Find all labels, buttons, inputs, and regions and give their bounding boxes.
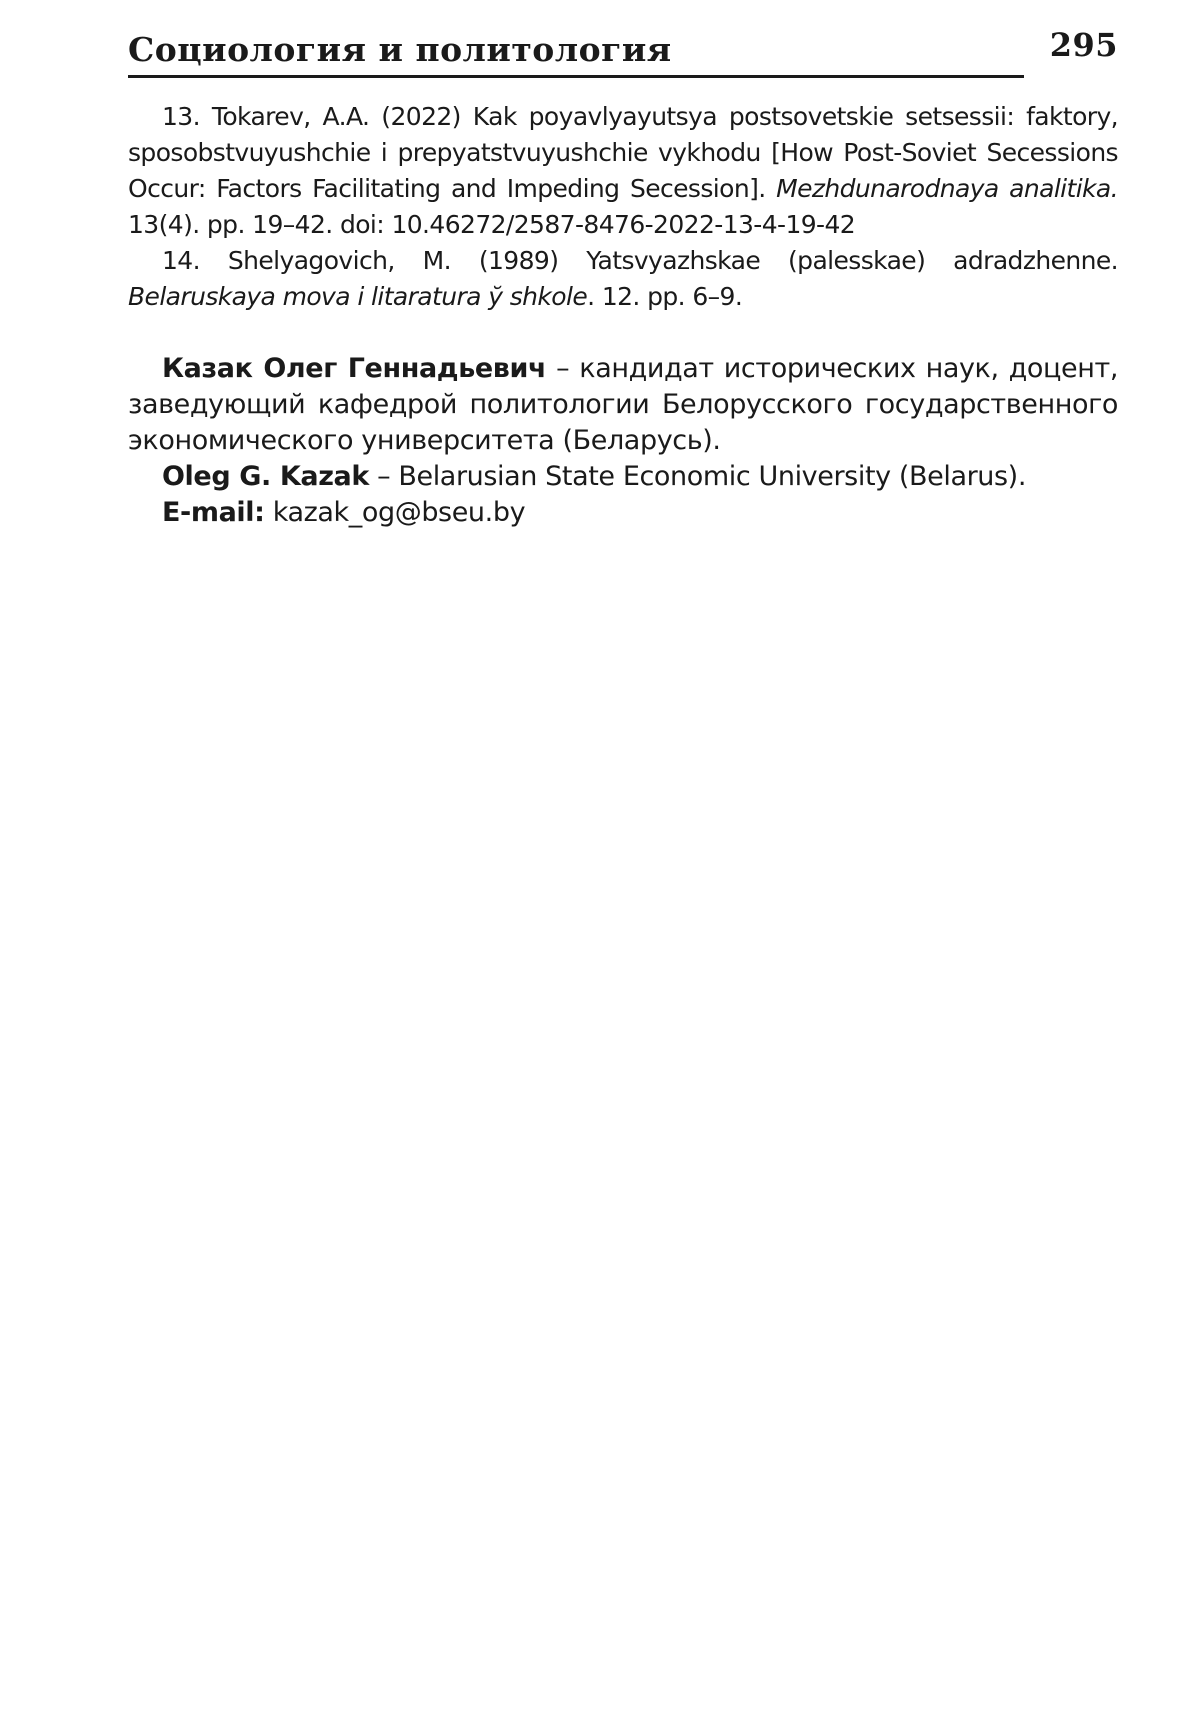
reference-details: 13(4). pp. 19–42. doi: 10.46272/2587-8476-2022-13-4-19-42 — [128, 210, 856, 239]
author-name-ru: Казак Олег Геннадьевич — [162, 353, 547, 384]
reference-13 — [128, 99, 1118, 243]
reference-journal: Mezhdunarodnaya analitika. — [776, 174, 1119, 203]
reference-text: 14. Shelyagovich, M. (1989) Yatsvyazhskae (palesskae) adradzhenne. — [162, 246, 1118, 275]
reference-details: . 12. pp. 6–9. — [587, 282, 743, 311]
author-email — [128, 495, 1118, 531]
author-en — [128, 459, 1118, 495]
reference-14 — [128, 243, 1118, 315]
header-rule — [128, 75, 1024, 78]
reference-journal: Belaruskaya mova i litaratura ў shkole — [128, 282, 588, 311]
author-info — [128, 351, 1118, 531]
section-title: Социология и политология — [128, 30, 672, 69]
author-description-en: – Belarusian State Economic University (Belarus). — [368, 461, 1027, 492]
author-description-ru: – кандидат исторических наук, доцент, заведующий кафедрой политологии Белорусского государственного экономического университета (Беларусь). — [128, 353, 1118, 456]
email-label: E-mail: — [162, 497, 265, 528]
reference-text: 13. Tokarev, A.A. (2022) Kak poyavlyayutsya postsovetskie setsessii: faktory, sposobstvuyushchie i prepyatstvuyushchie vykhodu [How Post-Soviet Secessions Occur: Factors Facilitating and Impeding Secession]. — [128, 102, 1118, 203]
email-address: kazak_og@bseu.by — [264, 497, 526, 528]
author-ru — [128, 351, 1118, 459]
page-header — [128, 20, 1118, 82]
page-content — [128, 99, 1118, 531]
author-name-en: Oleg G. Kazak — [162, 461, 369, 492]
page-number: 295 — [1049, 26, 1118, 64]
